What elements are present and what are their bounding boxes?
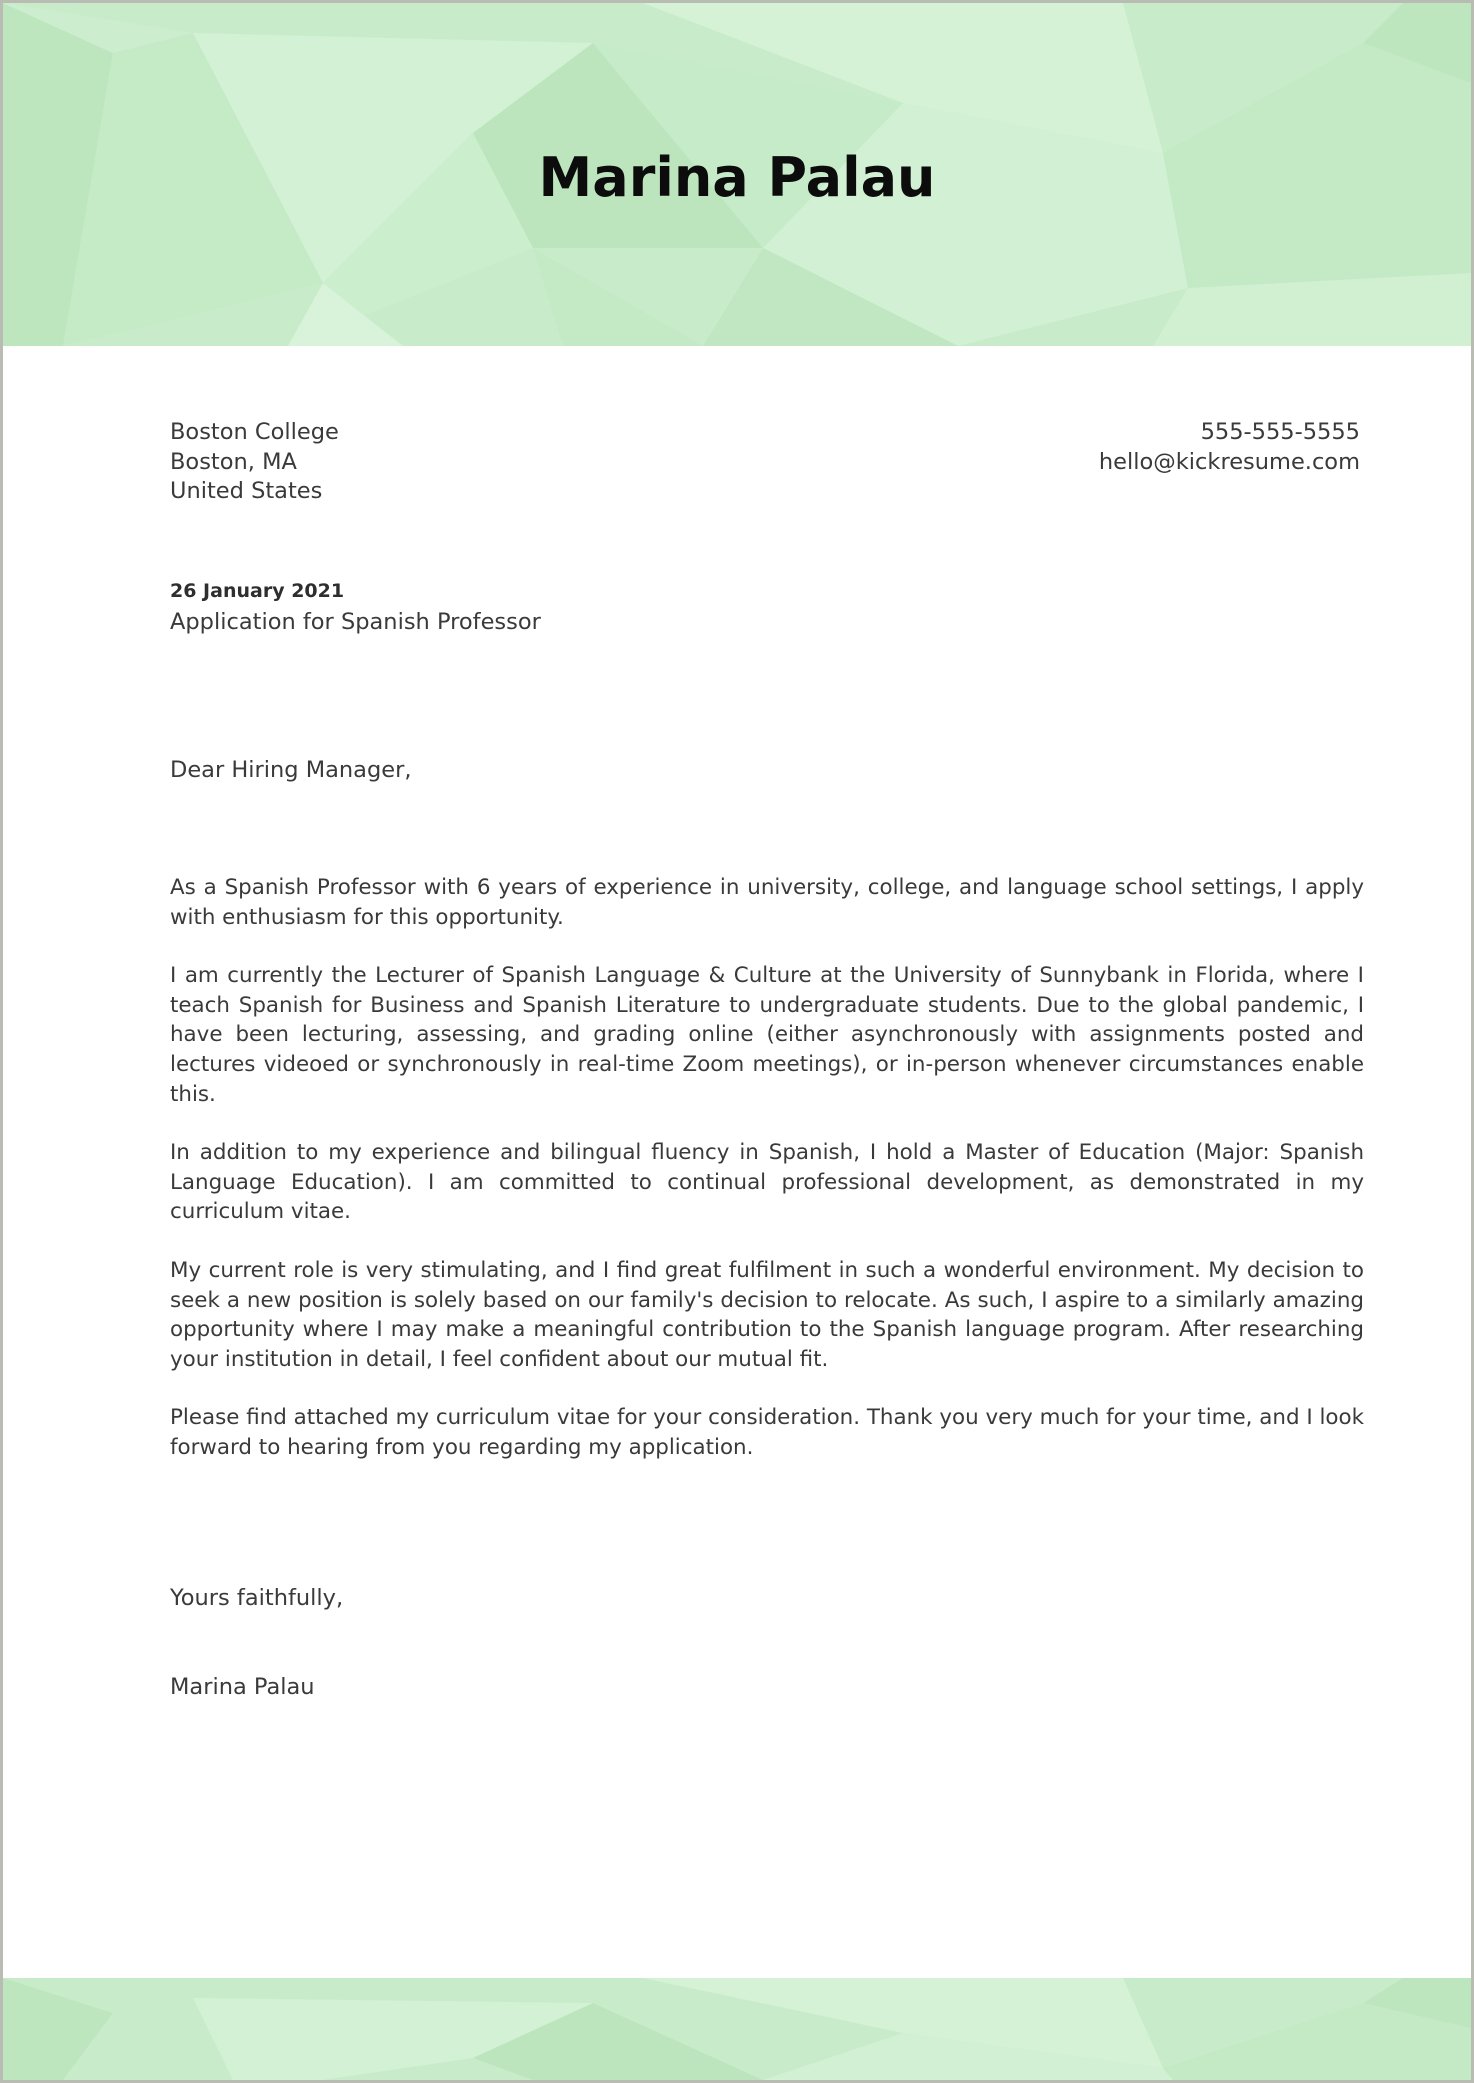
letter-subject: Application for Spanish Professor xyxy=(170,609,541,635)
body-paragraph: Please find attached my curriculum vitae for your consideration. Thank you very much for your time, and I look forward to hearing from you regarding my application. xyxy=(170,1405,1364,1460)
footer-decorative-band xyxy=(3,1978,1471,2080)
body-paragraph: As a Spanish Professor with 6 years of experience in university, college, and language school settings, I apply with enthusiasm for this opportunity. xyxy=(170,875,1364,930)
phone-number: 555-555-5555 xyxy=(1200,419,1360,445)
letter-date: 26 January 2021 xyxy=(170,580,345,602)
letter-closing: Yours faithfully, xyxy=(170,1585,344,1611)
recipient-address xyxy=(170,418,339,507)
body-paragraph: My current role is very stimulating, and I find great fulfilment in such a wonderful environment. My decision to seek a new position is solely based on our family's decision to relocate. As such, I aspire to a similarly amazing opportunity where I may make a meaningful contribution to the Spanish language program. After researching your institution in detail, I feel confident about our mutual fit. xyxy=(170,1257,1364,1372)
letter-signature: Marina Palau xyxy=(170,1674,315,1700)
contact-info xyxy=(1099,418,1360,477)
email-address: hello@kickresume.com xyxy=(1098,448,1360,475)
applicant-name-heading: Marina Palau xyxy=(538,146,936,209)
recipient-line: Boston, MA xyxy=(170,448,297,475)
recipient-line: United States xyxy=(170,478,323,505)
letter-greeting: Dear Hiring Manager, xyxy=(170,757,412,783)
polygon-pattern xyxy=(3,1978,1471,2080)
body-paragraph: I am currently the Lecturer of Spanish Language & Culture at the University of Sunnybank in Florida, where I teach Spanish for Business and Spanish Literature to undergraduate students. Due to the global pandemic, I have been lecturing, assessing, and grading online (either asynchronously with assignments posted and lectures videoed or synchronously in real-time Zoom meetings), or in-person whenever circumstances enable this. xyxy=(170,963,1364,1107)
recipient-line: Boston College xyxy=(170,419,339,445)
letter-body xyxy=(170,873,1364,1492)
body-paragraph: In addition to my experience and bilingual fluency in Spanish, I hold a Master of Education (Major: Spanish Language Education). I am committed to continual professional development, as demonstrated in my curriculum vitae. xyxy=(170,1140,1364,1225)
